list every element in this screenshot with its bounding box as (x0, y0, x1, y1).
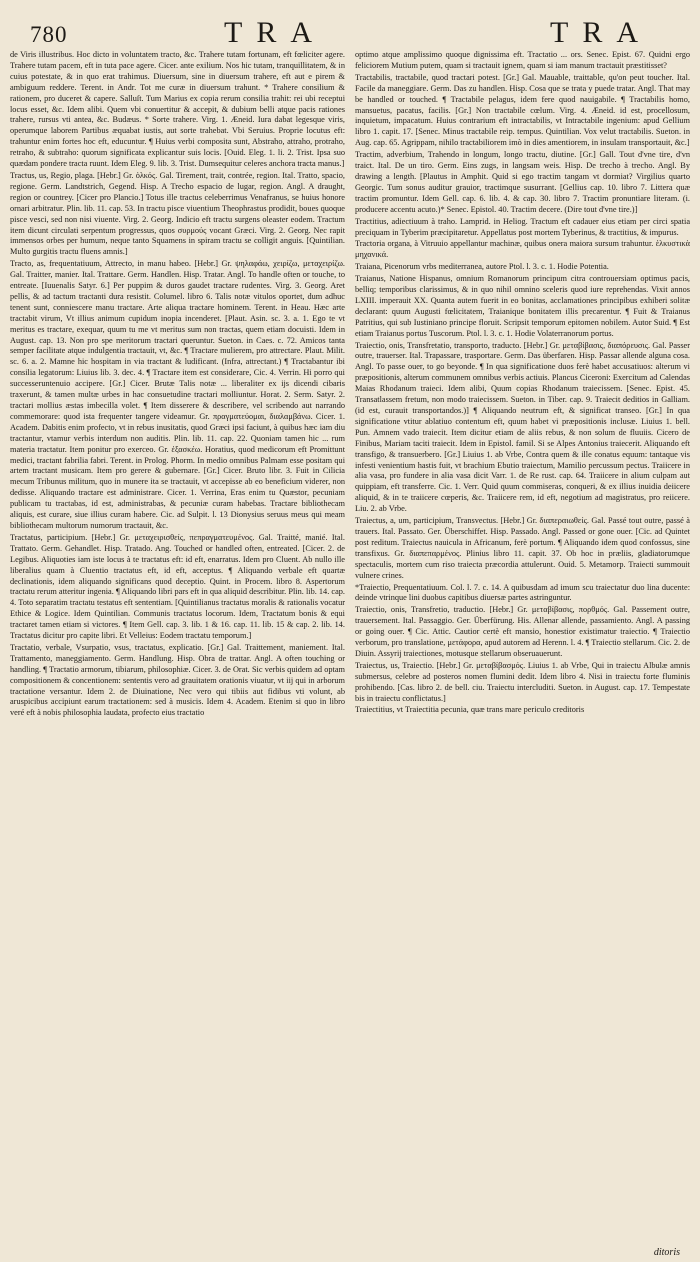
entry: Traiectio, onis, Transfretio, traductio. [Hebr.] Gr. μεταβίβασις, πορθμός. Gal. Passement outre, trauersement. Ital. Passaggio. Ger. Überfürung. His. Allenar allende, passamiento. Angl. A passing or going ouer. ¶ Cic. Attic. Cautior certè eft mansio, honestior existimatur traiectio. ¶ Traiectio verborum, pro translatione, μετάφορα, apud autorem ad Herenn. l. 4. ¶ Traiectio stellarum. Cic. 2. de Diuin. Assyrij traiectiones, motusque stellarum obseruauerunt. (355, 605, 690, 658)
entry: *Traiectio, Prequentatiuum. Col. l. 7. c. 14. A quibusdam ad imum scu traiectatur duo lina ducente: deinde vtrinque lini duobus capitibus diuersæ partes astringuntur. (355, 582, 690, 603)
entry: Traianus, Natione Hispanus, omnium Romanorum principum citra controuersiam optimus pacis, belliq; temporibus clarissimus, & in quo nihil omnino sceleris quod iure reprehendas. Vixit annos LXIII. imperauit XX. Quanta autem fuerit in eo bonitas, acclamationes principibus exhiberi solitæ declarant: quum Augusti fœlicitatem, Traianique bonitatem illis precarentur. ¶ Fuit & Traianus Patritius, qui sub Iustiniano principe floruit. Scripsit temporum epitomen nobilem. Autor Suid. ¶ Est etiam Traianus portus Tuscorum. Ptol. l. 3. c. 1. Hodie Volaterranorum portus. (355, 274, 690, 338)
text-columns (10, 50, 690, 1256)
entry: Tractabilis, tractabile, quod tractari potest. [Gr.] Gal. Mauable, traittable, qu'on peut toucher. Ital. Facile da maneggiare. Germ. Das zu handlen. Hisp. Cosa que se trata y puede tratar. Angl. That may be handled or touched. ¶ Tractabile pelagus, idem fere quod nauigabile. ¶ Tractabilis homo, mansuetus, pacatus, facilis. [Gr.] Non tractabile cœlum. Virg. 4. Æneid. id est, procellosum, inquietum, impacatum. Huius contrarium eft intractabilis, vt Intractabile ingenium: apud Gellium libro 1. capit. 17. [Senec. Minus tractabile reip. tempus. Quintilian. Vox velut tractabilis. Sueton. in Aug. cap. 65. Agrippam, nihilo tractabiliorem imò in dies amentiorem, in insulam transportauit, &c.] (355, 72, 690, 148)
entry: Tractatio, verbale, Vsurpatio, vsus, tractatus, explicatio. [Gr.] Gal. Traittement, maniement. Ital. Trattamento, maneggiamento. Germ. Handlung. Hisp. Obra de trattar. Angl. A often touching or handling. ¶ Tractatio armorum, tibiarum, philosophiæ. Cicer. 3. de Orat. Sic verbis quidem ad optam compositionem & concentionem: sententis vero ad grauitatem orationis viuatur, vt iij qui in arborum tractatione versantur. Idem 2. de Diuinatione, Nec vero qui tibiis aut fidibus vti volunt, ab aruspicibus accipiunt earum tractationem: sed à musicis. Idem 4. Academ. Etenim si quo in libro veré eft à nobis philosophia laudata, profecto eius tractatio (10, 642, 345, 718)
entry: de Viris illustribus. Hoc dicto in voluntatem tracto, &c. Trahere tutam fortunam, eft fœliciter agere. Trahere tutam pacem, eft in tuta pace agere. Cicer. ante exilium. Nos hic tutam, tranquillitatem, & in cuius potestate, & in quo erat trahimus. Diuersum, sine in diuersum trahere, eft aut e pirem & ambiguum reddere. Terent. in Andr. Tot me curæ in diuersum trahunt. * Trahere consilium & rationem, pro duceret & capere. Salluſt. Tum Marius ex copia rerum consilia trahit: rei ubi receptui locus esset, &c. Idem alibi. Quem vbi conuertitur & accepit, & dubium belli atque pacis rationes trahere, rursus vti antea, &c. Budæus. * Sorte trahere. Virg. 1. Æneid. Iura dabat legesque viris, operumque laborem Partibus æquabat iustis, aut sorte trahebat. Vbi Seruius. Proprie locutus eft: trahuntur enim fortes hoc eft, educuntur. ¶ Huius verbi composita sunt, Abstraho, attraho, protraho, retraho, & subtraho: quorum significata explicantur suis locis. [Ouid. Eleg. 1. li. 2. Trist. Ipsa suo quædam pondere tracta ruunt. Idem Eleg. 9. lib. 3. Trist. Dumsequitur celeres anchora tracta manus.] (10, 50, 345, 169)
right-column (355, 50, 690, 1256)
entry: Traiectus, a, um, participium, Transvectus. [Hebr.] Gr. διαπεραιωθείς. Gal. Passé tout outre, passé à trauers. Ital. Passato. Ger. Überschiffet. Hisp. Passado. Angl. Passed or gone ouer. [Cic. ad Quintet post reditum. Traiectus nauicula in Africanum, ferè portum. ¶ Aliquando idem quod confossus, sine transfixus. Gr. διαπεπαρμένος. Plinius libro 11. capit. 37. Ob hoc in præliis, gladiatorumque spectaculis, mortem cum riso traiecta præcordia attulerunt. Ouid. 5. Metamorp. Traiecti summouit vulnere crines. (355, 516, 690, 580)
running-head-right: TRA (550, 16, 652, 49)
entry: Tractus, us, Regio, plaga. [Hebr.] Gr. ὁλκός. Gal. Tirement, trait, contrée, region. Ital. Tratto, spacio, regione. Germ. Landtstrich, Gegend. Hisp. A Trecho espacio de lugar, region. Angl. A draught, region or countrey. [Cicer pro Plancio.] Totus ille tractus celeberrimus Venafranus, se huius honore ornari arbitratur. Plin. lib. 11. cap. 53. In tractu pisce viuentium Theophrastus prodidit, boues quoque pisce vesci, sed non nisi viuente. Virg. 2. Georg. Indicio eft tractu surgens oleaster eodem. Tractum item dicunt circulati serpentum progressus, quos συρμούς vocant Græci. Virg. 2. Georg. Nec rapit immensos orbes per humum, neque tanto Squamens in spiram tractu se colligit anguis. [Quintilian. Multo gurgitis tractu fluens amnis.] (10, 170, 345, 257)
page-header (10, 8, 690, 54)
entry: Tracto, as, frequentatiuum, Attrecto, in manu habeo. [Hebr.] Gr. ψηλαφάω, χειρίζω, μεταχειρίζω. Gal. Traitter, manier. Ital. Trattare. Germ. Handlen. Hisp. Tratar. Angl. To handle often or touche, to entreate. [Iuuenalis Satyr. 6.] Per puppim & duros gaudet tractare rudentes. Virg. 3. Georg. Aret pellis, & ad tactum tractanti dura resistit. Columel. libro 6. Talis notæ vitulos oportet, dum adhuc tenent sunt, conniescere manu tractare. Arte aliqua tractare hominem. Terent. in Heau. Hæc arte tractabit virum, Vt illius animum cupidum inopia incenderet. [Plaut. Asin. sc. 3. a. 1. Ego te vt meritus es tractare, exequar, quum tu me vt meritus sum non tractas, quem etiam docuisti. Idem in August. cap. 13. Non pro spe meritorum tractari queruntur. Sueton. in Caes. c. 72. Amicos tanta semper facilitate atque indulgentia tractauit, vt, &c. ¶ Tractare mulierem, pro attrectare. Plaut. Milit. sc. 6. a. 2. Mamne hic hospitam in via tractant & ludificant. (Infra, attrectant.) ¶ Tractabantur ibi consilia legatorum: Liuius lib. 3. dec. 4. ¶ Tractare item est considerare, Cic. 4. Verrin. Hi porro qui successeruntenuio accipere. [Gr.] Cicer. Brutæ Talis notæ ... liberaliter ex ijs dicendi cibaris traxerunt, & tamen multæ urbes in hac consuetudine tractari molliuntur. Horat. 2. Serm. Satyr. 2. tractari mollius æstas imbecilla volet. ¶ Item disserere & describere, vel scribendo aut narrando commemorare: quod ista frequenter tangere videamur. Gr. πραγματεύομαι, διαλαμβάνω. Cicer. 1. Academ. Dabitis enim profecto, vt in rebus inusitatis, quod Græci ipsi faciunt, à quibus hæc iam diu tractantur, vtamur verbis interdum non auditis. Plin. lib. 11. cap. 22. Quoniam tamen hic ... rum materia tractatur. Item ponitur pro exerceo. Gr. ἐξασκέω. Horatius, quod medicorum eft Promittunt medici, tractant fabrilia fabri. Terent. in Prolog. Phorm. In medio omnibus Palmam esse positam qui artem tractant musicam. Item pro gerere & gubernare. [Gr.] Cicer. Bruto libr. 3. Fuit in Cilicia mecum Tribunus militum, quo in munere ita se tractauit, vt accepisse ab eo beneficium viderer, non dedisse. Aliquando tractare est administrare. Cicer. 1. Verrina, Eras enim tu Quæstor, pecuniam publicam tu tractabas, id est, administrabas, & pecuniæ curam habebas. Tractare bibliothecam aliquis, est curare, siue illius curam habere. Cic. ad Sulpit. l. 13 Dionysius seruus meus qui meam bibliothecam multorum numorum tractauit, &c. (10, 259, 345, 530)
page-number: 780 (30, 22, 68, 47)
running-head-left: TRA (224, 16, 326, 49)
entry: Traiectio, onis, Transfretatio, transporto, traducto. [Hebr.] Gr. μεταβίβασις, διαπόρευσις. Gal. Passer outre, trauerser. Ital. Trapassare, trasportare. Germ. Das überfaren. Hisp. Passar allende alguna cosa. Angl. To passe ouer, to go beyonde. ¶ In qua significatione duos ferè habet accusatiuos: alterum vi præpositionis, alterum communem omnibus verbis actiuis. Plancus Ciceroni: Exercitum ad Calendas Maias Rhodanum traieci. Idem alibi, Quum copias Rhodanum traiecissem. [Senec. Epist. 45. Transatlassem fretum, non modo traiecissem. Sueton. in Tiber. cap. 9. Traiecit deditios in Galliam. (id est, curauit transportandos.)] ¶ Aliquando neutrum eft, & significat transeo. [Gr.] In qua significatione vtitur ablatiuo contentum eft, quum habet vi præpositionis inclusæ. Liuius 1. bell. Pun. Amnem vado traiecit. Item dicitur etiam de aliis rebus, & non solum de fluuiis. Cicero de Finibus, Mariam taciti traiecit. Idem in Epistol. famil. Si se Alpes Antonius traiecerit. Aliquando eft transfigo, & transuerbero. [Gr.] Liuius 1. ab Vrbe, Contra quem & ille conatus equum: tantaque vis infesti venientium hastis fuit, vt brachium Ebutio traiectum, Mamilio percussum pectus. Traiicere in alia vasa, pro fundere in alia vasa dicit Varr. 1. de Re rust. cap. 64. Traiicere in alium culpam aut quippiam, eft transferre. Cic. 1. Verr. Quid quum commiseras, conqueri, & ex illius inuidia deiicere aliquid, & in te traiicere cœperis, &c. Traiicere rem, id eft, negotium ad magistratus, pro reiicere. Liu. 2. ab Vrbe. (355, 340, 690, 514)
entry: Tractitius, adiectiuum à traho. Lamprid. in Heliog. Tractum eft cadauer eius etiam per circi spatia preciquam in Tyberim præcipitaretur. Appellatus post mortem Tyberinus, & tractitius, & impurus. (355, 216, 690, 237)
entry: Tractoria organa, à Vitruuio appellantur machinæ, quibus onera maiora sursum trahuntur. ἑλκυστικὰ μηχανικά. (355, 239, 690, 260)
entry: Tractatus, participium. [Hebr.] Gr. μεταχειρισθείς, πεπραγματευμένος. Gal. Traitté, manié. Ital. Trattato. Germ. Gehandlet. Hisp. Tratado. Ang. Touched or handled often, entreated. [Cicer. 2. de Legibus. Aliquoties iam iste locus à te tractatus eft: id eft, enarratus. Idem pro Cluent. Ab nullo ille liberalius quam à Cluentio tractatus eft, id eft, acceptus. ¶ Aliquando verbale eft quartæ declinationis, idem aliquando significans quod deceptio. Quint. in Procem. libro 8. Aspertorum tractatu rerum atteritur ingenia. ¶ Aliquando libri pars eft in qua aliquid describitur. Plin. lib. 14. cap. 4. Toto separatim tractatu testatus eft sententiam. [Quintilianus tractatus moralis & rationalis vocatur Ethice & Logice. Idem Quintilian. Communis tractatus locorum. Idem, Tractatum bonis & equi tractaret tamen etiam si victores. ¶ Item Gell. cap. 3. lib. 1 & 16. cap. 11. lib. 15 & cap. 2. lib. 14. Tractatus dicitur pro capite libri. Et Velleius: Eodem tractatu temporum.] (10, 532, 345, 641)
entry: optimo atque amplissimo quoque dignissima eft. Tractatio ... ors. Senec. Epist. 67. Quidni ergo feliciorem Mutium putem, quam si tractauit ignem, quam si iam manum tractauit præstitisset? (355, 50, 690, 70)
entry: Tractim, adverbium, Trahendo in longum, longo tractu, diutine. [Gr.] Gall. Tout d'vne tire, d'vn traict. Ital. De un tiro. Germ. Eins zugs, in langsam weis. Hisp. De trecho à trecho. Angl. By drawing a length. [Plautus in Amphit. Quid si ego tractim tangam vt dormiat? Virgilius quarto Georgic. Tum sonus auditur grauior, tractimque susurrant. [Gellius cap. 10. libro 7. Littera quæ tractim promuntur. Idem Gell. cap. 6. lib. 4. & cap. 30. libro 7. Tractim pronuntiare literam. (i. producere accentu acuto.)* Senec. Epistol. 40. Tractim decere. (Dire tout d'vne tire.)] (355, 150, 690, 214)
entry: Traiectitius, vt Traiectitia pecunia, quæ trans mare periculo creditoris (355, 705, 585, 715)
entry: Traiectus, us, Traiectio. [Hebr.] Gr. μεταβίβασμός. Liuius 1. ab Vrbe, Qui in traiectu Albulæ amnis submersus, celebre ad posteros nomen flumini dedit. Idem libro 4. Nisi in traiectu forte fluminis prohibendo. [Cas. libro 2. de bell. ciu. Traiectu intercluditi. Sueton. in August. cap. 17. Tempestate bis in traiectu conflictatus.] (355, 660, 690, 703)
catchword: ditoris (653, 1247, 680, 1258)
left-column (10, 50, 345, 1256)
entry: Traiana, Picenorum vrbs mediterranea, autore Ptol. l. 3. c. 1. Hodie Potentia. (355, 262, 609, 272)
